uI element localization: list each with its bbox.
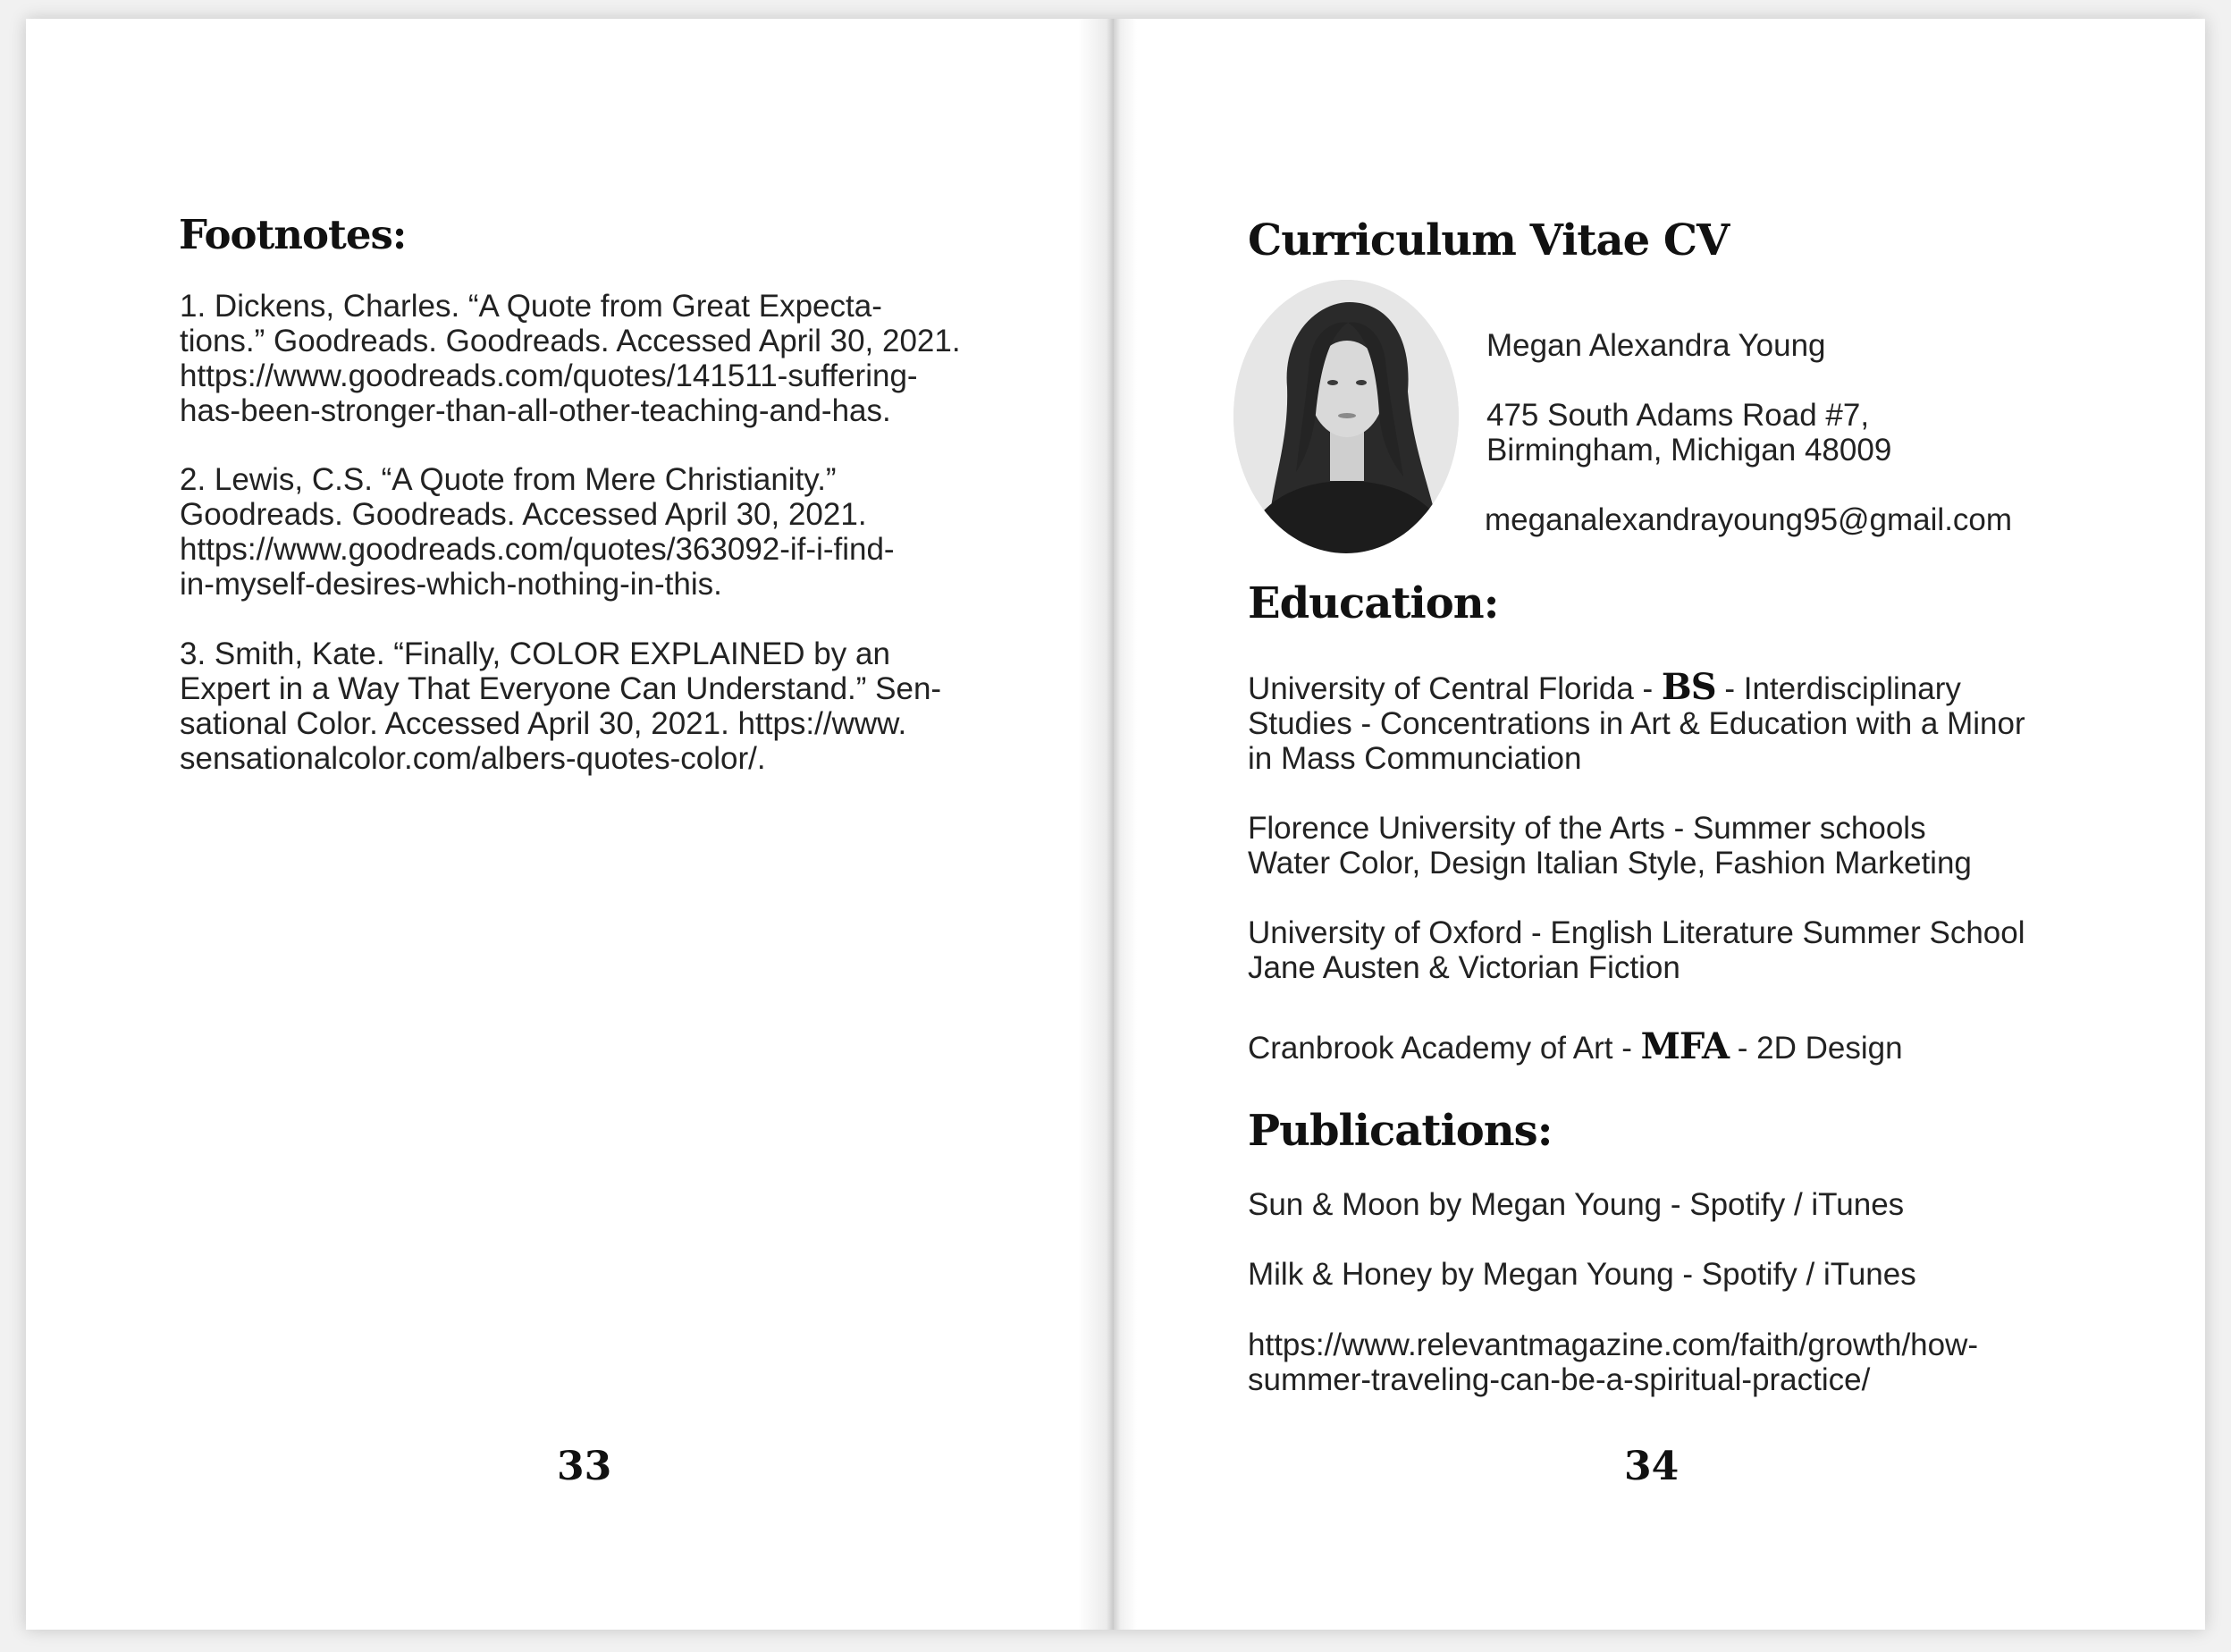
contact-name: Megan Alexandra Young [1486,328,1826,363]
education-entry-cranbrook [1248,1025,2124,1067]
education-text: - Interdisciplinary [1715,671,1961,706]
education-heading: Education: [1248,578,1499,628]
footnote-line: tions.” Goodreads. Goodreads. Accessed April 30, 2021. [180,324,961,358]
education-entry-ucf [1248,666,2124,776]
publication-url-line: https://www.relevantmagazine.com/faith/growth/how- [1248,1328,1979,1362]
footnote-line: 1. Dickens, Charles. “A Quote from Great Expecta- [180,289,882,324]
footnote-line: 3. Smith, Kate. “Finally, COLOR EXPLAINED by an [180,636,890,671]
education-line: Studies - Concentrations in Art & Education with a Minor [1248,706,2025,741]
footnote-line: sensationalcolor.com/albers-quotes-color/. [180,741,766,776]
address-line-1: 475 South Adams Road #7, [1486,398,1870,433]
publication-item: Milk & Honey by Megan Young - Spotify / iTunes [1248,1257,1916,1292]
degree-mfa: MFA [1640,1025,1730,1067]
page-gutter-shadow [1114,19,1137,1630]
publication-item: Sun & Moon by Megan Young - Spotify / iTunes [1248,1187,1905,1222]
address-line-2: Birmingham, Michigan 48009 [1486,433,1892,468]
footnote-2 [180,462,1002,602]
footnote-line: sational Color. Accessed April 30, 2021. https://www. [180,706,907,741]
publications-heading: Publications: [1248,1106,1553,1156]
publication-url [1248,1328,2124,1397]
portrait-image [1233,280,1459,553]
cv-heading: Curriculum Vitae CV [1248,215,1730,266]
left-page [26,19,1114,1630]
education-entry-oxford [1248,915,2124,985]
education-line: in Mass Communciation [1248,741,1582,776]
portrait-photo [1233,280,1459,553]
page-gutter-shadow [1078,19,1114,1630]
footnotes-heading: Footnotes: [179,211,407,258]
education-text: - 2D Design [1729,1031,1903,1066]
footnote-3 [180,636,1002,776]
footnote-1 [180,289,1002,428]
page-number-left: 33 [557,1444,612,1489]
education-text: Cranbrook Academy of Art - [1248,1031,1641,1066]
education-line [1248,666,2124,708]
degree-bs: BS [1661,666,1716,708]
education-line: Florence University of the Arts - Summer schools [1248,811,1926,846]
publication-url-line: summer-traveling-can-be-a-spiritual-practice/ [1248,1362,1871,1397]
footnote-line: 2. Lewis, C.S. “A Quote from Mere Christianity.” [180,462,837,497]
footnote-line: Expert in a Way That Everyone Can Understand.” Sen- [180,671,942,706]
education-line: Jane Austen & Victorian Fiction [1248,950,1680,985]
footnote-line: Goodreads. Goodreads. Accessed April 30, 2021. [180,497,867,532]
contact-email: meganalexandrayoung95@gmail.com [1485,502,2013,537]
contact-address [1486,398,1891,468]
footnote-line: https://www.goodreads.com/quotes/363092-if-i-find- [180,532,895,567]
education-line: University of Oxford - English Literature Summer School [1248,915,2025,950]
book-spread [26,19,2205,1630]
page-number-right: 34 [1624,1444,1680,1489]
footnote-line: has-been-stronger-than-all-other-teaching-and-has. [180,393,891,428]
education-text: University of Central Florida - [1248,671,1662,706]
education-line [1248,1025,2124,1067]
education-entry-florence [1248,811,2124,881]
footnote-line: https://www.goodreads.com/quotes/141511-suffering- [180,358,918,393]
education-line: Water Color, Design Italian Style, Fashion Marketing [1248,846,1972,881]
footnote-line: in-myself-desires-which-nothing-in-this. [180,567,722,602]
